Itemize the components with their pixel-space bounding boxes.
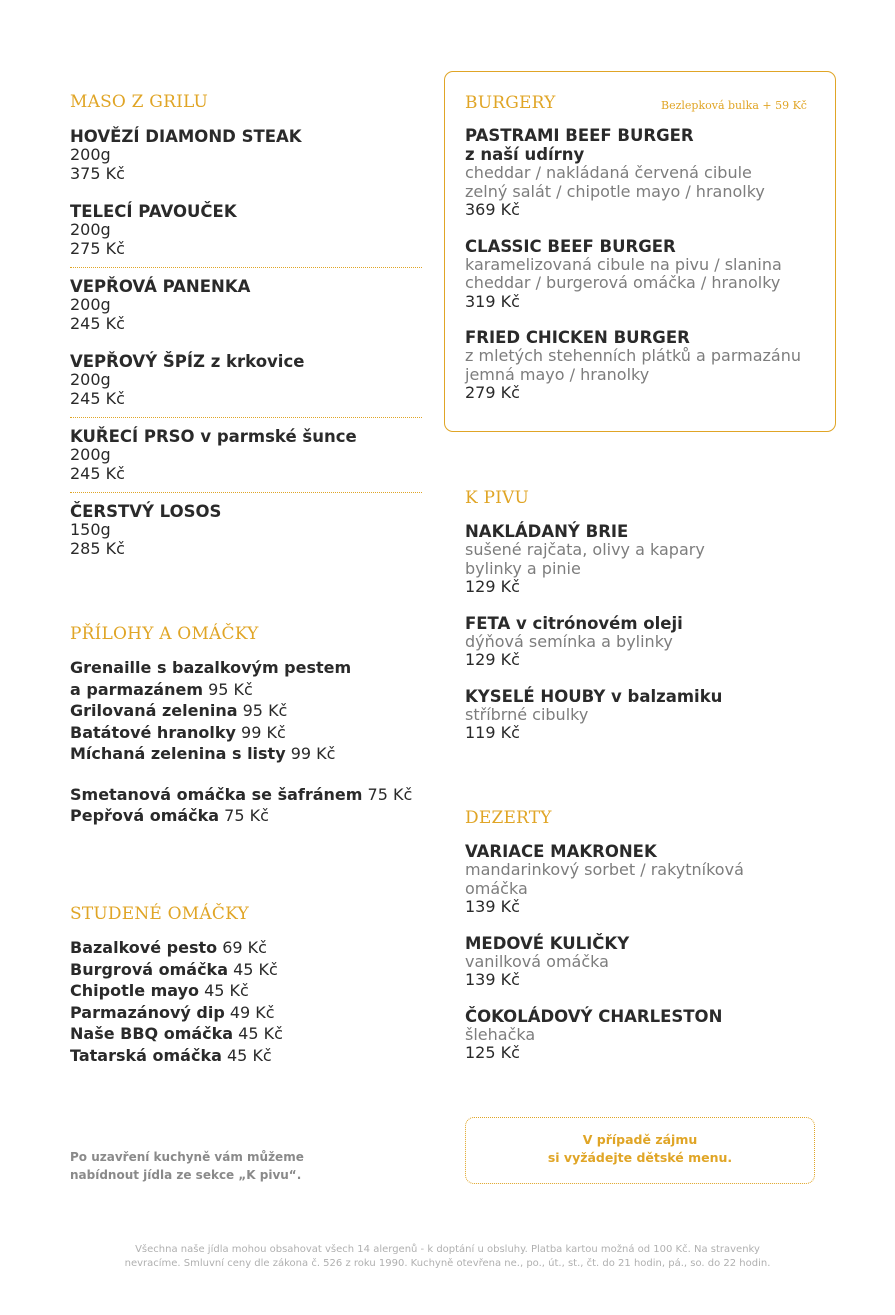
menu-item: [70, 277, 422, 333]
section-studene: [70, 904, 430, 1066]
item-description: zelný salát / chipotle mayo / hranolky: [465, 181, 765, 201]
section-title: K PIVU: [465, 488, 530, 508]
item-price: 129 Kč: [465, 577, 520, 596]
menu-item: [465, 237, 825, 312]
list-item: Bazalkové pesto 69 Kč: [70, 938, 267, 957]
item-description: cheddar / burgerová omáčka / hranolky: [465, 273, 781, 292]
item-name: TELECÍ PAVOUČEK: [70, 202, 237, 221]
list-item: Grenaille s bazalkovým pestem: [70, 658, 352, 677]
gluten-free-note: Bezlepková bulka + 59 Kč: [661, 99, 807, 112]
section-title: MASO Z GRILU: [70, 92, 209, 112]
item-weight: 200g: [70, 220, 111, 239]
item-name: ČOKOLÁDOVÝ CHARLESTON: [465, 1006, 723, 1026]
section-title: BURGERY: [465, 93, 556, 113]
kitchen-closed-note: [70, 1148, 370, 1184]
kids-menu-box: [465, 1117, 815, 1184]
section-dezerty: [465, 808, 825, 1063]
item-price: 125 Kč: [465, 1043, 520, 1062]
menu-item: [465, 1007, 825, 1063]
item-description: stříbrné cibulky: [465, 704, 589, 724]
list-item: Parmazánový dip 49 Kč: [70, 1002, 275, 1022]
menu-item: [465, 522, 825, 597]
kids-menu-line: V případě zájmu: [582, 1132, 698, 1147]
item-price: 129 Kč: [465, 650, 520, 669]
item-description: karamelizovaná cibule na pivu / slanina: [465, 254, 782, 274]
item-price: 279 Kč: [465, 383, 520, 402]
section-prilohy: [70, 624, 430, 827]
list-item: Batátové hranolky 99 Kč: [70, 722, 286, 742]
item-weight: 200g: [70, 370, 111, 389]
item-price: 375 Kč: [70, 163, 125, 183]
item-price: 245 Kč: [70, 463, 125, 483]
item-name: VEPŘOVÁ PANENKA: [70, 277, 251, 296]
item-description: bylinky a pinie: [465, 558, 581, 578]
section-title: STUDENÉ OMÁČKY: [70, 904, 249, 924]
dotted-divider: [70, 417, 422, 418]
item-name: CLASSIC BEEF BURGER: [465, 236, 676, 256]
item-name: VARIACE MAKRONEK: [465, 842, 657, 861]
menu-item: [70, 427, 422, 483]
list-item: Naše BBQ omáčka 45 Kč: [70, 1024, 283, 1043]
item-price: 275 Kč: [70, 238, 125, 258]
menu-item: [465, 328, 825, 403]
item-weight: 150g: [70, 520, 111, 539]
item-price: 245 Kč: [70, 388, 125, 408]
menu-item: [70, 202, 422, 258]
item-price: 119 Kč: [465, 723, 520, 742]
item-description: jemná mayo / hranolky: [465, 364, 650, 384]
item-name: NAKLÁDANÝ BRIE: [465, 522, 629, 541]
item-name: KUŘECÍ PRSO v parmské šunce: [70, 427, 357, 446]
item-name: FETA v citrónovém oleji: [465, 613, 683, 633]
item-description: omáčka: [465, 878, 528, 898]
item-weight: 200g: [70, 145, 111, 164]
section-maso: [70, 92, 422, 558]
menu-item: [465, 614, 825, 670]
item-price: 369 Kč: [465, 200, 520, 219]
item-name: ČERSTVÝ LOSOS: [70, 502, 222, 521]
item-description: dýňová semínka a bylinky: [465, 631, 673, 651]
list-item: Grilovaná zelenina 95 Kč: [70, 701, 288, 720]
section-title: PŘÍLOHY A OMÁČKY: [70, 624, 259, 644]
list-item: Chipotle mayo 45 Kč: [70, 981, 249, 1000]
kids-menu-line: si vyžádejte dětské menu.: [547, 1150, 733, 1165]
item-name: KYSELÉ HOUBY v balzamiku: [465, 686, 723, 706]
list-item: Pepřová omáčka 75 Kč: [70, 806, 269, 825]
legal-line: Všechna naše jídla mohou obsahovat všech 14 alergenů - k doptání u obsluhy. Platba kartou možná od 100 Kč. Na stravenky: [135, 1244, 760, 1255]
dotted-divider: [70, 492, 422, 493]
legal-notice: [40, 1243, 855, 1271]
list-item: a parmazánem 95 Kč: [70, 679, 253, 699]
item-price: 139 Kč: [465, 897, 520, 916]
note-line: nabídnout jídla ze sekce „K pivu“.: [70, 1168, 302, 1182]
legal-line: nevracíme. Smluvní ceny dle zákona č. 526 z roku 1990. Kuchyně otevřena ne., po., út., st., čt. do 21 hodin, pá., so. do 22 hodin.: [124, 1258, 771, 1269]
item-description: mandarinkový sorbet / rakytníková: [465, 860, 744, 879]
menu-item: [70, 502, 422, 558]
menu-item: [70, 352, 422, 408]
menu-item: [465, 687, 825, 743]
section-burgery: [465, 93, 825, 403]
item-price: 285 Kč: [70, 538, 125, 558]
section-kpivu: [465, 488, 825, 743]
item-name: VEPŘOVÝ ŠPÍZ z krkovice: [70, 352, 305, 371]
menu-item: [465, 126, 825, 220]
item-price: 319 Kč: [465, 291, 520, 311]
list-item: Tatarská omáčka 45 Kč: [70, 1045, 272, 1065]
item-description: vanilková omáčka: [465, 951, 609, 971]
dotted-divider: [70, 267, 422, 268]
section-title: DEZERTY: [465, 808, 552, 828]
item-description: sušené rajčata, olivy a kapary: [465, 540, 705, 559]
item-weight: 200g: [70, 445, 111, 464]
item-description: šlehačka: [465, 1024, 536, 1044]
item-name: MEDOVÉ KULIČKY: [465, 933, 630, 953]
menu-item: [465, 842, 825, 917]
item-price: 139 Kč: [465, 970, 520, 989]
item-name: FRIED CHICKEN BURGER: [465, 328, 690, 347]
list-item: Smetanová omáčka se šafránem 75 Kč: [70, 784, 413, 804]
menu-item: [70, 127, 422, 183]
list-item: Burgrová omáčka 45 Kč: [70, 959, 278, 979]
item-subname: z naší udírny: [465, 145, 585, 164]
item-weight: 200g: [70, 295, 111, 314]
item-name: PASTRAMI BEEF BURGER: [465, 126, 694, 145]
item-description: cheddar / nakládaná červená cibule: [465, 163, 752, 182]
item-price: 245 Kč: [70, 313, 125, 333]
note-line: Po uzavření kuchyně vám můžeme: [70, 1150, 304, 1164]
list-item: Míchaná zelenina s listy 99 Kč: [70, 744, 336, 763]
item-description: z mletých stehenních plátků a parmazánu: [465, 346, 802, 365]
item-name: HOVĚZÍ DIAMOND STEAK: [70, 127, 302, 146]
menu-item: [465, 934, 825, 990]
